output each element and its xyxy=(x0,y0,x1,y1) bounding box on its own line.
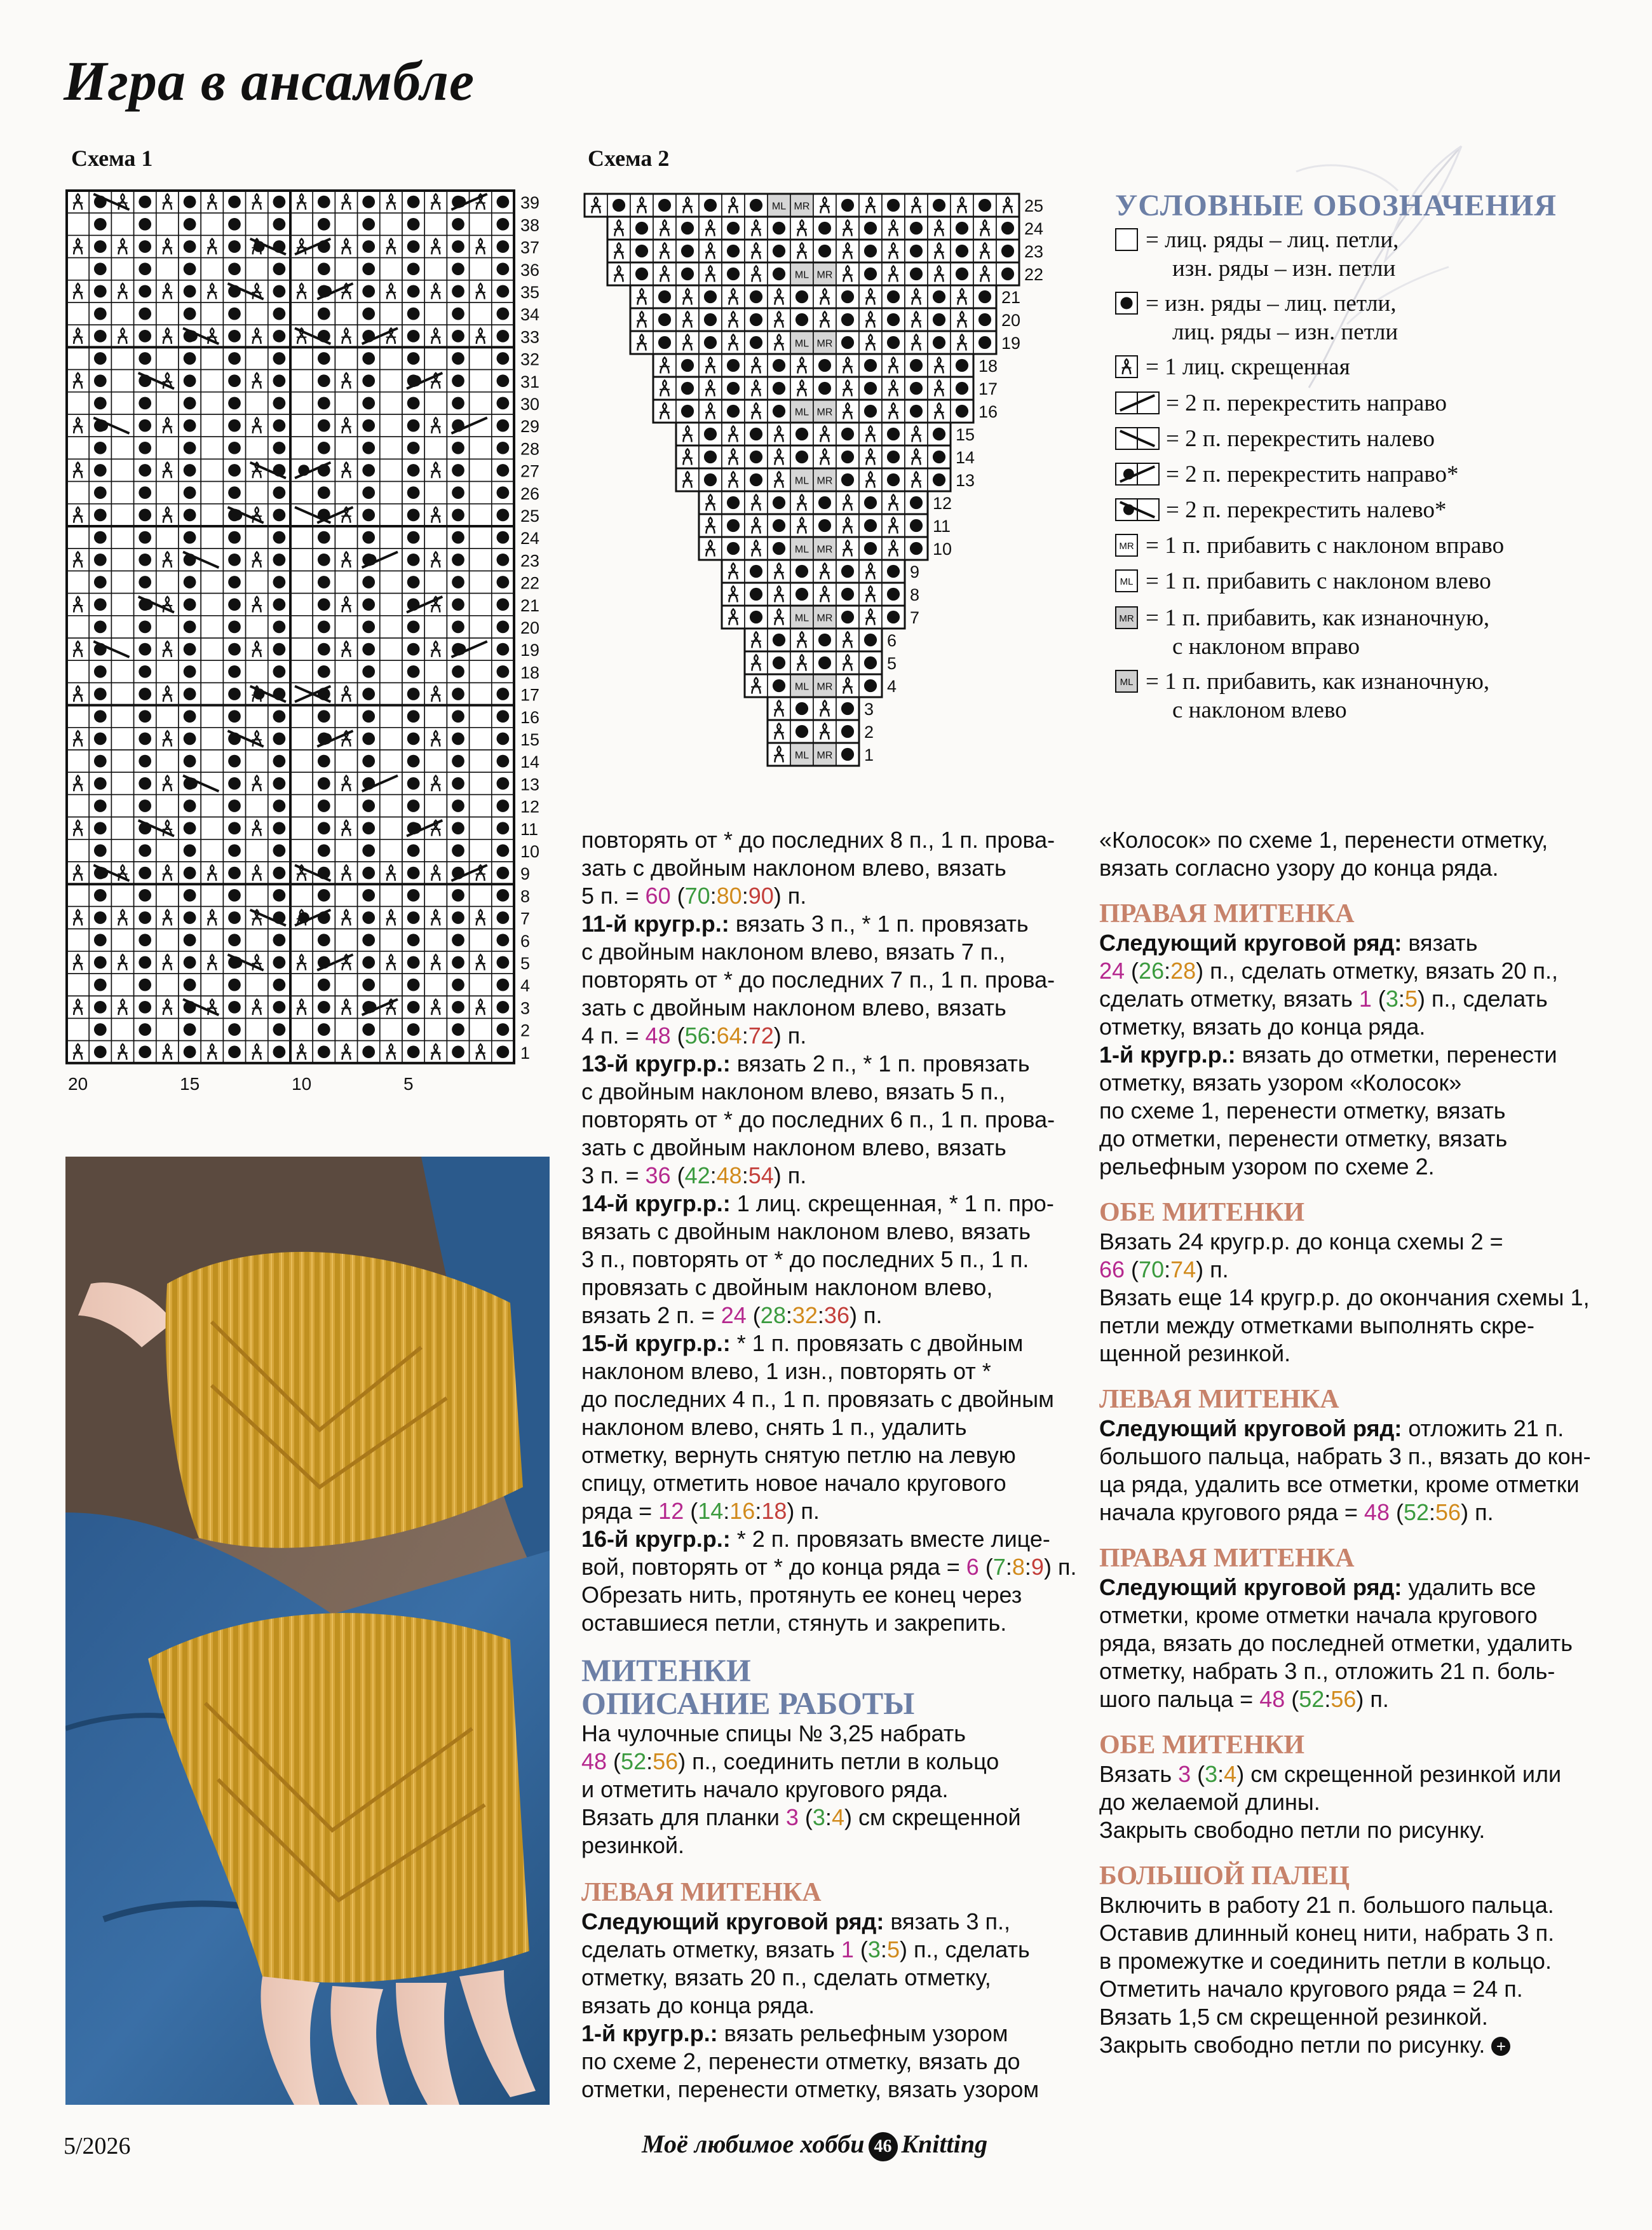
text-line: 13-й кругр.р.: вязать 2 п., * 1 п. провязать xyxy=(581,1050,1030,1077)
text-line: 3 п., повторять от * до последних 5 п., 1 п. xyxy=(581,1246,1029,1272)
text-line: Закрыть свободно петли по рисунку. xyxy=(1099,1817,1486,1843)
text-line: щенной резинкой. xyxy=(1099,1340,1291,1366)
mr-label: MR xyxy=(816,269,833,281)
end-mark-icon: + xyxy=(1491,2037,1510,2056)
text-line: Закрыть свободно петли по рисунку. + xyxy=(1099,2031,1591,2059)
text-line: отметку, вернуть снятую петлю на левую xyxy=(581,1442,1016,1468)
chart1-row-number: 13 xyxy=(520,775,540,794)
chart2-row-number: 4 xyxy=(887,677,897,697)
chart1-row-number: 36 xyxy=(520,260,540,280)
chart1-row-number: 23 xyxy=(520,551,540,571)
text-column-1 xyxy=(581,826,1076,2104)
chart1-row-number: 35 xyxy=(520,282,540,302)
text-line: 15-й кругр.р.: * 1 п. провязать с двойным xyxy=(581,1330,1024,1356)
mr-label: MR xyxy=(816,544,833,555)
ml-label: ML xyxy=(794,338,809,350)
mr-label: MR xyxy=(816,338,833,350)
text-line: оставшиеся петли, стянуть и закрепить. xyxy=(581,1610,1007,1636)
legend-text: = лиц. ряды – лиц. петли, xyxy=(1146,227,1399,253)
text-line: ряда = 12 (14:16:18) п. xyxy=(581,1498,820,1524)
ml-label: ML xyxy=(794,613,809,624)
section-heading: ПРАВАЯ МИТЕНКА xyxy=(1099,899,1355,928)
chart2-row-number: 6 xyxy=(887,631,897,651)
text-line: по схеме 2, перенести отметку, вязать до xyxy=(581,2048,1020,2074)
chart1-row-number: 7 xyxy=(520,909,531,928)
text-line: повторять от * до последних 8 п., 1 п. прова- xyxy=(581,827,1055,853)
chart1-row-number: 26 xyxy=(520,484,540,503)
text-line: Вязать 1,5 см скрещенной резинкой. xyxy=(1099,2004,1488,2030)
chart2-row-number: 10 xyxy=(933,540,952,559)
ml-label: ML xyxy=(794,269,809,281)
text-line: вязать с двойным наклоном влево, вязать xyxy=(581,1218,1031,1244)
text-line: до последних 4 п., 1 п. провязать с двойным xyxy=(581,1386,1054,1412)
chart2-row-number: 11 xyxy=(933,517,951,536)
text-line: 1-й кругр.р.: вязать рельефным узором xyxy=(581,2020,1008,2046)
section-heading: МИТЕНКИ xyxy=(581,1652,751,1688)
chart1-row-number: 15 xyxy=(520,730,540,749)
text-line: зать с двойным наклоном влево, вязать xyxy=(581,995,1006,1021)
text-line: спицу, отметить новое начало кругового xyxy=(581,1470,1006,1496)
chart1-row-number: 30 xyxy=(520,394,540,414)
chart1-row-number: 38 xyxy=(520,215,540,235)
text-line: 48 (52:56) п., соединить петли в кольцо xyxy=(581,1748,999,1774)
text-line: наклоном влево, снять 1 п., удалить xyxy=(581,1414,967,1440)
chart1-row-number: 5 xyxy=(520,953,531,973)
chart2-grid xyxy=(581,191,1109,782)
chart1-col-label: 5 xyxy=(403,1073,414,1094)
section-heading: ОБЕ МИТЕНКИ xyxy=(1099,1198,1305,1227)
text-line: отметку, вязать узором «Колосок» xyxy=(1099,1070,1462,1096)
chart2-row-number: 9 xyxy=(910,562,920,582)
chart2-row-number: 21 xyxy=(1001,288,1021,308)
legend-text: = 2 п. перекрестить направо* xyxy=(1166,461,1459,487)
chart1-row-number: 6 xyxy=(520,931,531,951)
text-line: и отметить начало кругового ряда. xyxy=(581,1776,949,1802)
text-line: сделать отметку, вязать 1 (3:5) п., сделать xyxy=(581,1936,1030,1962)
chart1-row-number: 32 xyxy=(520,350,540,369)
text-line: 66 (70:74) п. xyxy=(1099,1256,1229,1282)
chart1-row-number: 39 xyxy=(520,193,540,213)
twisted-knit-icon xyxy=(1115,355,1139,379)
chart1-row-number: 28 xyxy=(520,439,540,459)
text-line: Следующий круговой ряд: вязать xyxy=(1099,930,1478,956)
text-line: 3 п. = 36 (42:48:54) п. xyxy=(581,1162,807,1188)
section-heading: ЛЕВАЯ МИТЕНКА xyxy=(581,1878,822,1907)
text-line: повторять от * до последних 7 п., 1 п. прова- xyxy=(581,967,1055,993)
section-heading: БОЛЬШОЙ ПАЛЕЦ xyxy=(1099,1861,1350,1891)
chart2-row-number: 17 xyxy=(978,379,998,399)
chart1-row-number: 31 xyxy=(520,372,540,391)
text-line: 1-й кругр.р.: вязать до отметки, перенести xyxy=(1099,1042,1557,1068)
chart2-row-number: 22 xyxy=(1024,265,1044,285)
section-heading: ПРАВАЯ МИТЕНКА xyxy=(1099,1544,1355,1573)
chart1-row-number: 1 xyxy=(520,1043,531,1063)
text-line: отметки, перенести отметку, вязать узором xyxy=(581,2076,1039,2102)
chart1-row-number: 16 xyxy=(520,707,540,727)
legend-text: изн. ряды – изн. петли xyxy=(1172,255,1396,282)
text-line: отметки, кроме отметки начала кругового xyxy=(1099,1602,1538,1628)
chart1-row-number: 9 xyxy=(520,864,531,884)
text-line: Вязать 24 кругр.р. до конца схемы 2 = xyxy=(1099,1228,1503,1254)
chart2-row-number: 13 xyxy=(956,471,975,491)
chart2-row-number: 15 xyxy=(956,425,975,445)
magazine-footer xyxy=(642,2129,987,2161)
cross-left-dot-icon xyxy=(1115,498,1160,522)
text-line: Отметить начало кругового ряда = 24 п. xyxy=(1099,1976,1523,2002)
chart2-row-number: 7 xyxy=(910,608,920,628)
text-line: 11-й кругр.р.: вязать 3 п., * 1 п. провязать xyxy=(581,911,1029,937)
text-line: Вязать 3 (3:4) см скрещенной резинкой или xyxy=(1099,1761,1562,1787)
text-line: Следующий круговой ряд: удалить все xyxy=(1099,1574,1536,1600)
legend-text: лиц. ряды – изн. петли xyxy=(1172,319,1398,345)
mr-label: MR xyxy=(1119,541,1134,552)
text-line: 4 п. = 48 (56:64:72) п. xyxy=(581,1023,807,1049)
text-line: вязать согласно узору до конца ряда. xyxy=(1099,855,1499,881)
chart1-row-number: 10 xyxy=(520,841,540,861)
text-line: зать с двойным наклоном влево, вязать xyxy=(581,1134,1006,1160)
text-line: сделать отметку, вязать 1 (3:5) п., сделать xyxy=(1099,986,1548,1012)
cross-right-icon xyxy=(1115,391,1160,416)
chart1-row-number: 11 xyxy=(520,819,539,839)
mr-label: MR xyxy=(816,681,833,693)
magazine-section: Knitting xyxy=(901,2130,988,2158)
text-line: большого пальца, набрать 3 п., вязать до кон- xyxy=(1099,1443,1591,1469)
legend-text: = 1 п. прибавить с наклоном вправо xyxy=(1146,533,1505,559)
text-line: Вязать еще 14 кругр.р. до окончания схемы 1, xyxy=(1099,1284,1590,1310)
ml-label: ML xyxy=(794,681,809,693)
chart1-row-number: 3 xyxy=(520,998,531,1018)
text-line: шого пальца = 48 (52:56) п. xyxy=(1099,1686,1389,1712)
dot-square-icon xyxy=(1115,292,1139,316)
text-line: 16-й кругр.р.: * 2 п. провязать вместе лице- xyxy=(581,1526,1050,1552)
chart2-cells xyxy=(585,194,1019,766)
chart1-row-number: 17 xyxy=(520,685,540,705)
chart1-row-number: 12 xyxy=(520,797,540,817)
empty-square-icon xyxy=(1115,228,1139,252)
ml-label: ML xyxy=(771,201,787,212)
chart1-row-number: 29 xyxy=(520,417,540,437)
chart2-row-number: 20 xyxy=(1001,311,1021,330)
ml-label: ML xyxy=(1120,677,1134,688)
chart1-row-number: 18 xyxy=(520,663,540,683)
chart1-grid xyxy=(64,187,585,1122)
section-heading: ОБЕ МИТЕНКИ xyxy=(1099,1730,1305,1760)
page-title: Игра в ансамбле xyxy=(64,51,475,112)
text-line: Вязать для планки 3 (3:4) см скрещенной xyxy=(581,1804,1021,1830)
text-line: петли между отметками выполнять скре- xyxy=(1099,1312,1534,1338)
mr-purl-icon xyxy=(1115,606,1139,630)
mr-icon xyxy=(1115,534,1139,558)
text-line: 24 (26:28) п., сделать отметку, вязать 20 п., xyxy=(1099,958,1559,984)
text-line: Включить в работу 21 п. большого пальца. xyxy=(1099,1892,1554,1918)
legend-text: с наклоном вправо xyxy=(1172,634,1360,660)
text-line: На чулочные спицы № 3,25 набрать xyxy=(581,1720,966,1746)
text-line: отметку, вязать до конца ряда. xyxy=(1099,1014,1426,1040)
chart1-row-number: 20 xyxy=(520,618,540,637)
chart2-row-number: 23 xyxy=(1024,242,1044,262)
legend-title: УСЛОВНЫЕ ОБОЗНАЧЕНИЯ xyxy=(1115,189,1557,222)
ml-purl-icon xyxy=(1115,670,1139,694)
mittens-photo xyxy=(65,1157,550,2105)
text-line: до отметки, перенести отметку, вязать xyxy=(1099,1125,1508,1152)
text-line: с двойным наклоном влево, вязать 7 п., xyxy=(581,939,1006,965)
legend-text: = 2 п. перекрестить направо xyxy=(1166,390,1447,416)
chart2-row-number: 8 xyxy=(910,585,920,605)
text-line: 5 п. = 60 (70:80:90) п. xyxy=(581,883,807,909)
chart2-row-number: 16 xyxy=(978,402,998,422)
page-number: 46 xyxy=(869,2132,898,2161)
text-line: 14-й кругр.р.: 1 лиц. скрещенная, * 1 п. про- xyxy=(581,1190,1054,1216)
chart1-row-number: 19 xyxy=(520,641,540,660)
cross-right-dot-icon xyxy=(1115,463,1160,487)
text-line: Следующий круговой ряд: отложить 21 п. xyxy=(1099,1415,1564,1441)
text-line: зать с двойным наклоном влево, вязать xyxy=(581,855,1006,881)
chart1-row-number: 8 xyxy=(520,887,531,906)
text-line: до желаемой длины. xyxy=(1099,1789,1320,1815)
chart1-col-label: 10 xyxy=(292,1073,312,1094)
text-line: Обрезать нить, протянуть ее конец через xyxy=(581,1582,1022,1608)
chart2-row-number: 25 xyxy=(1024,196,1044,216)
chart2-row-number: 1 xyxy=(864,745,874,765)
mr-label: MR xyxy=(1119,613,1134,624)
text-line: ца ряда, удалить все отметки, кроме отметки xyxy=(1099,1471,1580,1497)
legend-text: = 2 п. перекрестить налево* xyxy=(1166,497,1447,523)
text-line: наклоном влево, 1 изн., повторять от * xyxy=(581,1358,991,1384)
ml-label: ML xyxy=(794,750,809,761)
chart1-label: Схема 1 xyxy=(71,146,153,171)
chart1-row-number: 14 xyxy=(520,752,540,772)
chart2-row-number: 19 xyxy=(1001,334,1021,353)
chart2-row-number: 24 xyxy=(1024,219,1044,239)
ml-label: ML xyxy=(794,475,809,487)
text-line: ряда, вязать до последней отметки, удалить xyxy=(1099,1630,1573,1656)
chart2-row-number: 18 xyxy=(978,357,998,376)
ml-icon xyxy=(1115,569,1139,594)
magazine-name: Моё любимое хобби xyxy=(642,2130,865,2158)
chart1-row-number: 21 xyxy=(520,595,540,615)
legend-text: = 1 п. прибавить с наклоном влево xyxy=(1146,568,1491,594)
ml-label: ML xyxy=(794,544,809,555)
legend-text: с наклоном влево xyxy=(1172,697,1347,723)
chart2-row-number: 12 xyxy=(933,494,952,513)
text-line: резинкой. xyxy=(581,1832,685,1858)
ml-label: ML xyxy=(794,407,809,418)
chart2-row-number: 14 xyxy=(956,448,975,468)
legend-text: = 1 п. прибавить, как изнаночную, xyxy=(1146,669,1490,695)
chart1-col-label: 20 xyxy=(68,1073,88,1094)
text-line: Оставив длинный конец нити, набрать 3 п. xyxy=(1099,1920,1555,1946)
chart1-row-number: 27 xyxy=(520,461,540,481)
text-line: «Колосок» по схеме 1, перенести отметку, xyxy=(1099,827,1548,853)
legend-text: = изн. ряды – лиц. петли, xyxy=(1146,290,1397,316)
issue-number: 5/2026 xyxy=(64,2133,131,2159)
cross-left-icon xyxy=(1115,427,1160,451)
mr-label: MR xyxy=(794,201,810,212)
text-line: с двойным наклоном влево, вязать 5 п., xyxy=(581,1078,1006,1105)
mr-label: MR xyxy=(816,407,833,418)
text-column-2 xyxy=(1099,826,1591,2059)
chart1-row-number: 37 xyxy=(520,238,540,257)
chart2-row-number: 3 xyxy=(864,700,874,719)
text-line: отметку, вязать 20 п., сделать отметку, xyxy=(581,1964,991,1990)
chart1-row-number: 22 xyxy=(520,573,540,593)
text-line: вязать 2 п. = 24 (28:32:36) п. xyxy=(581,1302,883,1328)
chart1-row-number: 24 xyxy=(520,529,540,548)
text-line: отметку, набрать 3 п., отложить 21 п. боль- xyxy=(1099,1658,1555,1684)
legend-text: = 1 лиц. скрещенная xyxy=(1146,354,1350,380)
chart1-row-number: 4 xyxy=(520,976,531,996)
text-line: вязать до конца ряда. xyxy=(581,1992,815,2018)
section-heading: ЛЕВАЯ МИТЕНКА xyxy=(1099,1385,1339,1414)
chart1-row-number: 34 xyxy=(520,305,540,325)
chart1-col-label: 15 xyxy=(180,1073,200,1094)
text-line: Следующий круговой ряд: вязать 3 п., xyxy=(581,1908,1011,1934)
chart2-label: Схема 2 xyxy=(588,146,670,171)
text-line: начала кругового ряда = 48 (52:56) п. xyxy=(1099,1499,1494,1525)
text-line: в промежутке и соединить петли в кольцо. xyxy=(1099,1948,1552,1974)
legend-text: = 1 п. прибавить, как изнаночную, xyxy=(1146,605,1490,631)
legend-text: = 2 п. перекрестить налево xyxy=(1166,426,1435,452)
mr-label: MR xyxy=(816,475,833,487)
text-line: рельефным узором по схеме 2. xyxy=(1099,1153,1435,1180)
ml-label: ML xyxy=(1120,576,1134,587)
chart2-row-number: 2 xyxy=(864,723,874,742)
mr-label: MR xyxy=(816,613,833,624)
chart1-row-number: 33 xyxy=(520,327,540,347)
section-heading: ОПИСАНИЕ РАБОТЫ xyxy=(581,1685,915,1721)
chart2-row-number: 5 xyxy=(887,654,897,674)
text-line: вой, повторять от * до конца ряда = 6 (7:8:9) п. xyxy=(581,1554,1077,1580)
text-line: провязать с двойным наклоном влево, xyxy=(581,1274,993,1300)
mr-label: MR xyxy=(816,750,833,761)
chart1-row-number: 2 xyxy=(520,1021,531,1040)
text-line: повторять от * до последних 6 п., 1 п. прова- xyxy=(581,1106,1055,1132)
text-line: по схеме 1, перенести отметку, вязать xyxy=(1099,1098,1506,1124)
chart1-row-number: 25 xyxy=(520,506,540,526)
